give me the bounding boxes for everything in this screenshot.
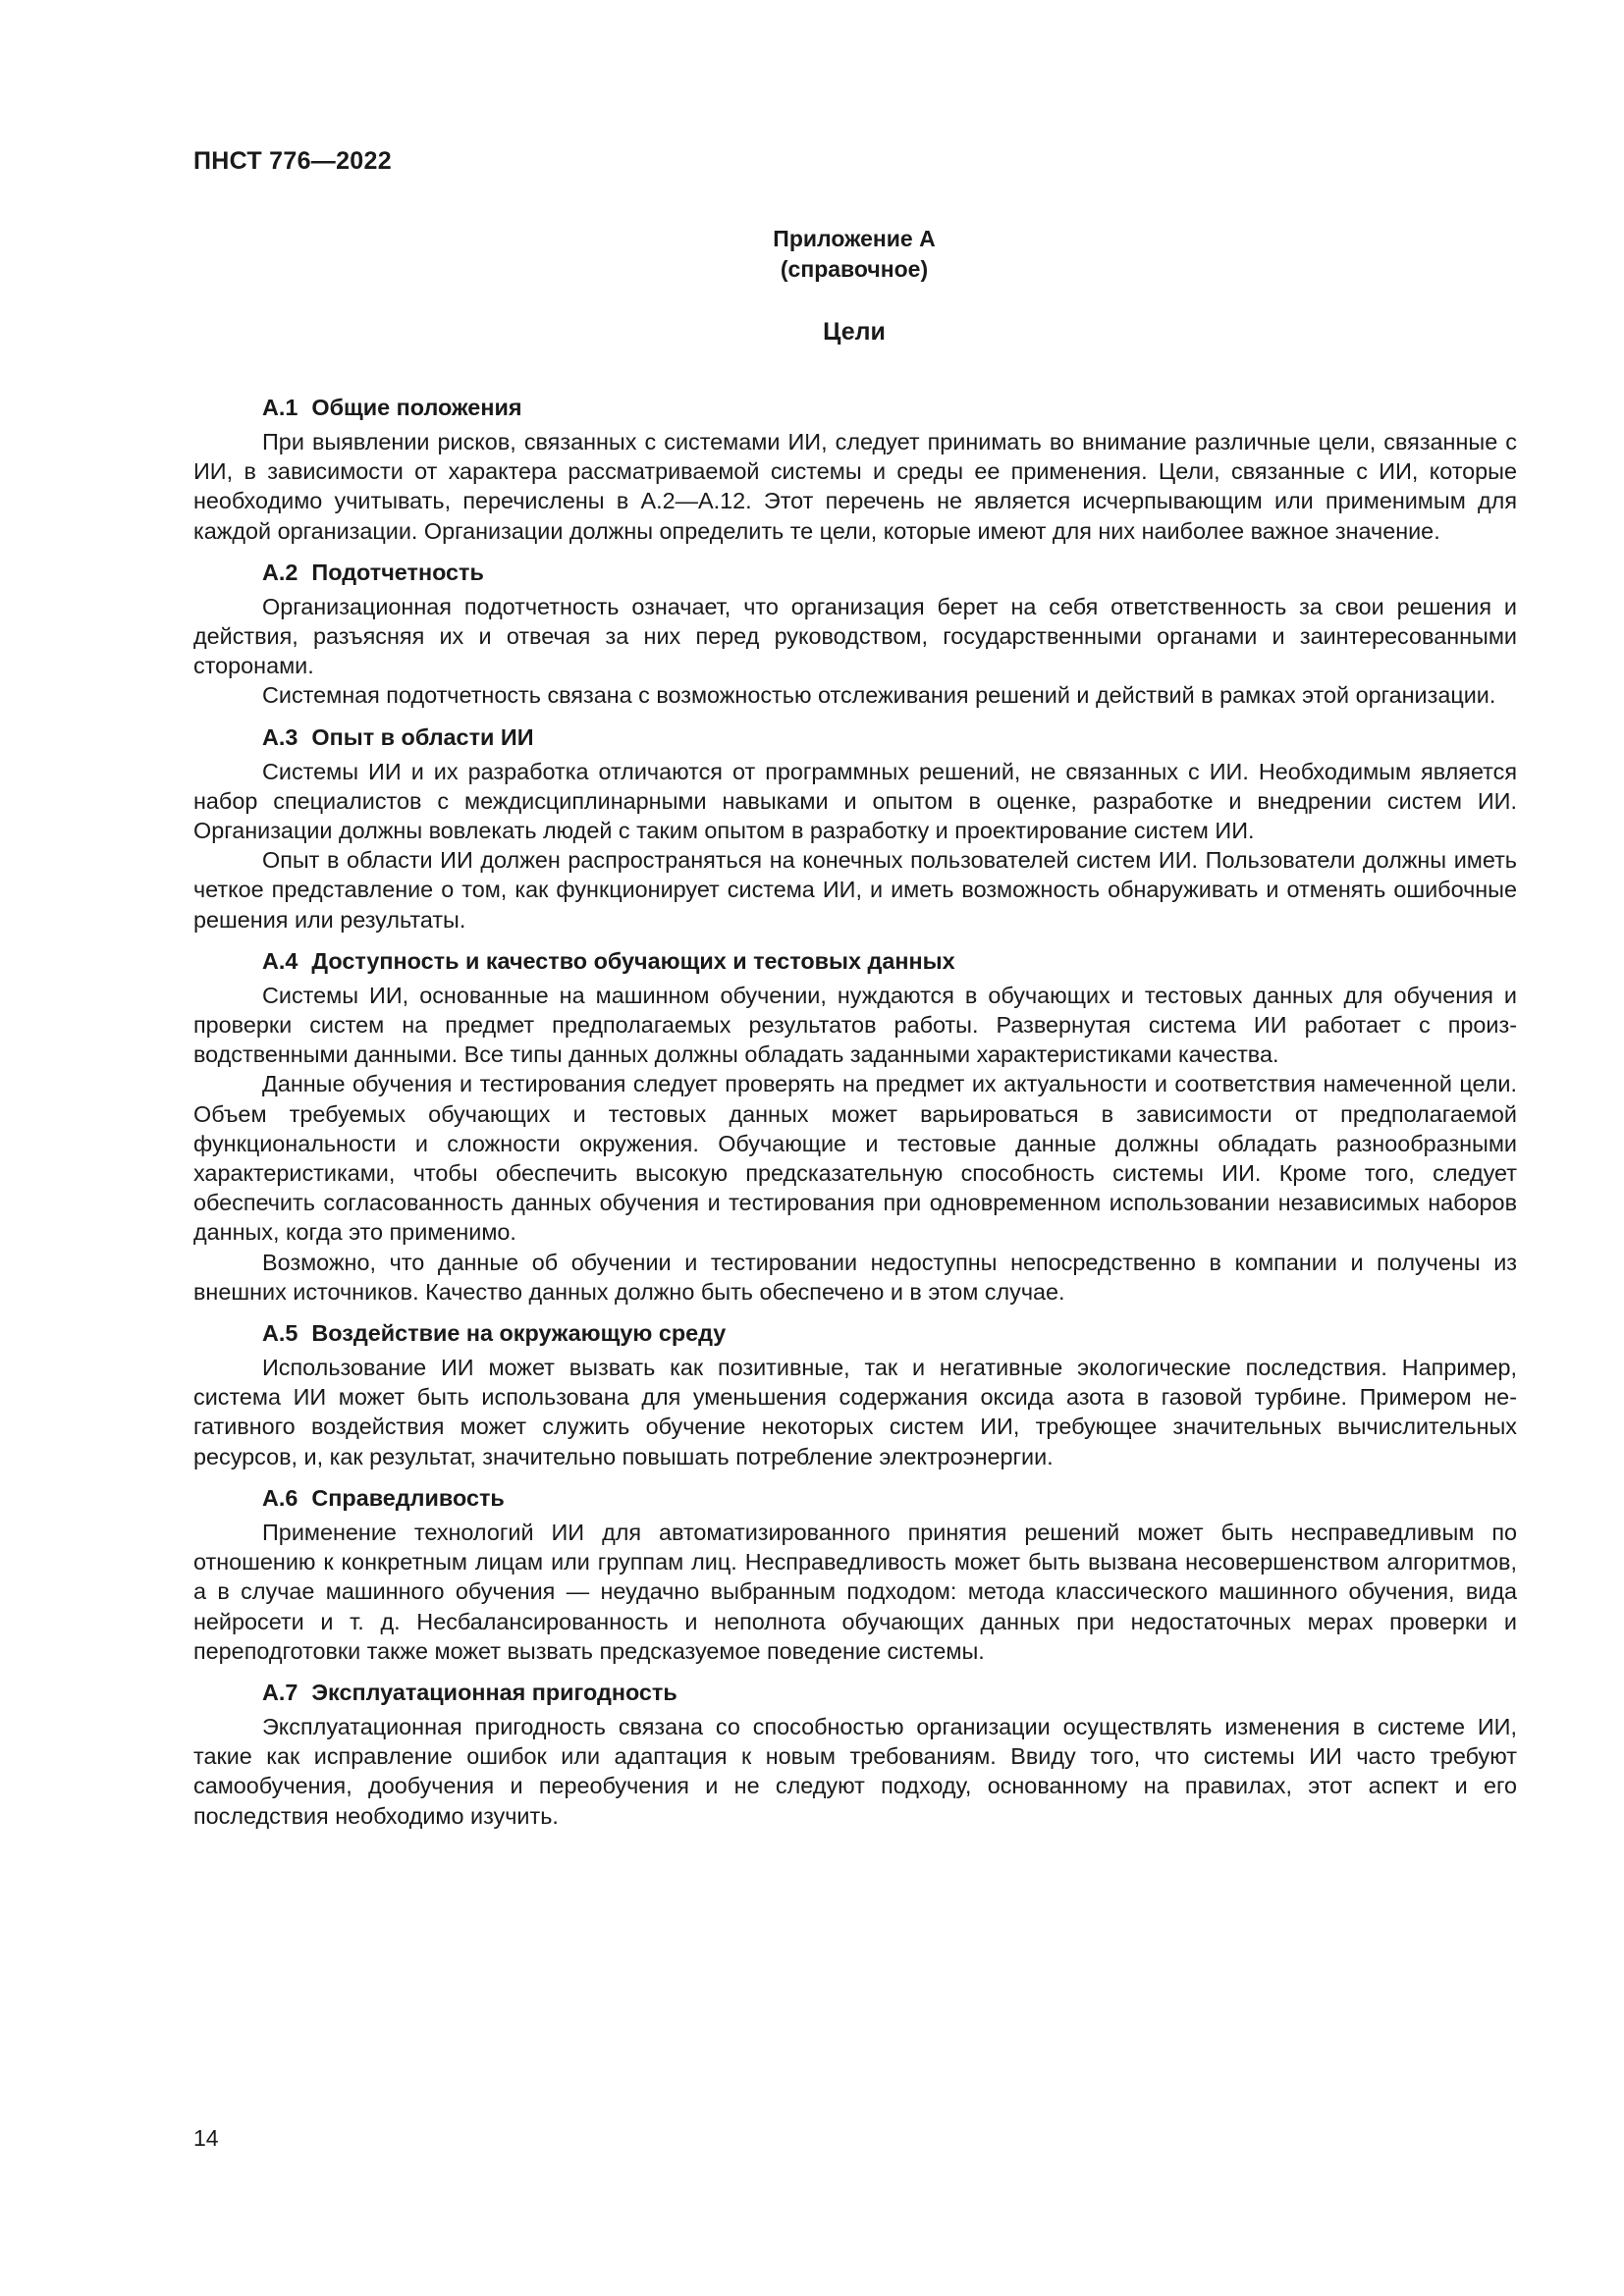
section-title: Общие положения bbox=[311, 395, 522, 420]
section-heading bbox=[193, 1678, 1517, 1707]
section-heading bbox=[193, 1483, 1517, 1513]
annex-kind: (справочное) bbox=[780, 256, 929, 282]
standard-code: ПНСТ 776—2022 bbox=[193, 147, 392, 175]
paragraph: Опыт в области ИИ должен распространяться на конечных пользователей систем ИИ. Пользователи должны иметь четкое представление о том, как функционирует система ИИ, и иметь возможность обнаруживать и отменять ошибочные решения или результаты. bbox=[193, 847, 1517, 933]
section bbox=[193, 1483, 1517, 1666]
section-title: Опыт в области ИИ bbox=[311, 723, 534, 750]
section bbox=[193, 722, 1517, 934]
section-heading bbox=[193, 946, 1517, 976]
section-title: Подотчетность bbox=[311, 559, 484, 585]
section-title: Доступность и качество обучающих и тестовых данных bbox=[311, 947, 955, 974]
section-heading bbox=[193, 1318, 1517, 1348]
section-number: А.5 bbox=[262, 1320, 298, 1347]
paragraph: Эксплуатационная пригодность связана со способностью организации осуществлять изменения в системе ИИ, такие как исправление ошибок или адаптация к новым требованиям. Ввиду того, что системы ИИ часто требуют самообучения, дообучения и переобучения и не следуют подходу, основанному на правилах, этот аспект и его последствия необходимо изучить. bbox=[193, 1713, 1517, 1829]
section-number: А.6 bbox=[262, 1484, 298, 1511]
section-number: А.7 bbox=[262, 1679, 298, 1705]
section-title: Воздействие на окружающую среду bbox=[311, 1320, 727, 1347]
paragraph: Системы ИИ и их разработка отличаются от программных решений, не связанных с ИИ. Необходимым является набор специалистов с междисциплинарными навыками и опытом в оценке, разработке и внедрении систем ИИ. Организации должны вовлекать людей с таким опытом в разработку и проектирование систем ИИ. bbox=[193, 758, 1517, 844]
paragraph: Системная подотчетность связана с возможностью отслеживания решений и действий в рамках этой организации. bbox=[262, 682, 1496, 709]
section-number: А.3 bbox=[262, 723, 298, 750]
section bbox=[193, 558, 1517, 711]
paragraph: Возможно, что данные об обучении и тестировании недоступны непосредственно в компании и получены из внешних источников. Качество данных должно быть обеспечено и в этом случае. bbox=[193, 1249, 1517, 1305]
section-title: Справедливость bbox=[311, 1484, 505, 1511]
paragraph: Данные обучения и тестирования следует проверять на предмет их актуальности и соответствия намеченной цели. Объем требуемых обучающих и тестовых данных может варьироваться в зависимости от предполагаемой функциональности и сложности окружения. Обучающие и тестовые данные должны обладать разнообразными характеристиками, чтобы обеспечить высокую предсказательную способность системы ИИ. Кроме того, следует обеспечить согласованность данных обучения и тестирования при одновременном использовании независимых наборов данных, когда это применимо. bbox=[193, 1071, 1517, 1246]
section-title: Эксплуатационная пригодность bbox=[311, 1679, 677, 1705]
paragraph: Системы ИИ, основанные на машинном обучении, нуждаются в обучающих и тестовых данных для обучения и проверки систем на предмет предполагаемых результатов работы. Развернутая система ИИ работает с производственными данными. Все типы данных должны обладать заданными характеристиками качества. bbox=[193, 982, 1517, 1068]
paragraph: При выявлении рисков, связанных с системами ИИ, следует принимать во внимание различные цели, связанные с ИИ, в зависимости от характера рассматриваемой системы и среды ее применения. Цели, связанные с ИИ, которые необходимо учитывать, перечислены в А.2—А.12. Этот перечень не является исчерпывающим или применимым для каждой организации. Организации должны определить те цели, которые имеют для них наиболее важное значение. bbox=[193, 429, 1517, 544]
section bbox=[193, 393, 1517, 546]
annex-name: Цели bbox=[823, 318, 886, 346]
paragraph: Организационная подотчетность означает, что организация берет на себя ответственность за свои решения и действия, разъясняя их и отвечая за них перед руководством, государственными органами и заинтересованными сторонами. bbox=[193, 593, 1517, 679]
section bbox=[193, 946, 1517, 1307]
annex-content bbox=[193, 393, 1517, 1831]
annex-title: Приложение А bbox=[773, 226, 936, 251]
section-number: А.2 bbox=[262, 559, 298, 585]
section bbox=[193, 1678, 1517, 1831]
section-number: А.4 bbox=[262, 947, 298, 974]
paragraph: Применение технологий ИИ для автоматизированного принятия решений может быть несправедливым по отношению к конкретным лицам или группам лиц. Несправедливость может быть вызвана несовершенством алгоритмов, а в случае машинного обучения — неудачно выбранным подходом: метода классического машинного обучения, вида нейросети и т. д. Несбалансированность и неполнота обучающих данных при недостаточных мерах проверки и переподготовки также может вызвать предсказуемое поведение системы. bbox=[193, 1519, 1517, 1664]
section-heading bbox=[193, 558, 1517, 587]
page-number: 14 bbox=[193, 2125, 219, 2151]
paragraph: Использование ИИ может вызвать как позитивные, так и негативные экологические последствия. Например, система ИИ может быть использована для уменьшения содержания оксида азота в газовой турбине. Примером негативного воздействия может служить обучение некоторых систем ИИ, требующее значительных вычислительных ресурсов, и, как результат, значительно повышать потребление электроэнергии. bbox=[193, 1355, 1517, 1469]
section bbox=[193, 1318, 1517, 1471]
section-number: А.1 bbox=[262, 395, 298, 420]
section-heading bbox=[193, 393, 1517, 422]
section-heading bbox=[193, 722, 1517, 752]
